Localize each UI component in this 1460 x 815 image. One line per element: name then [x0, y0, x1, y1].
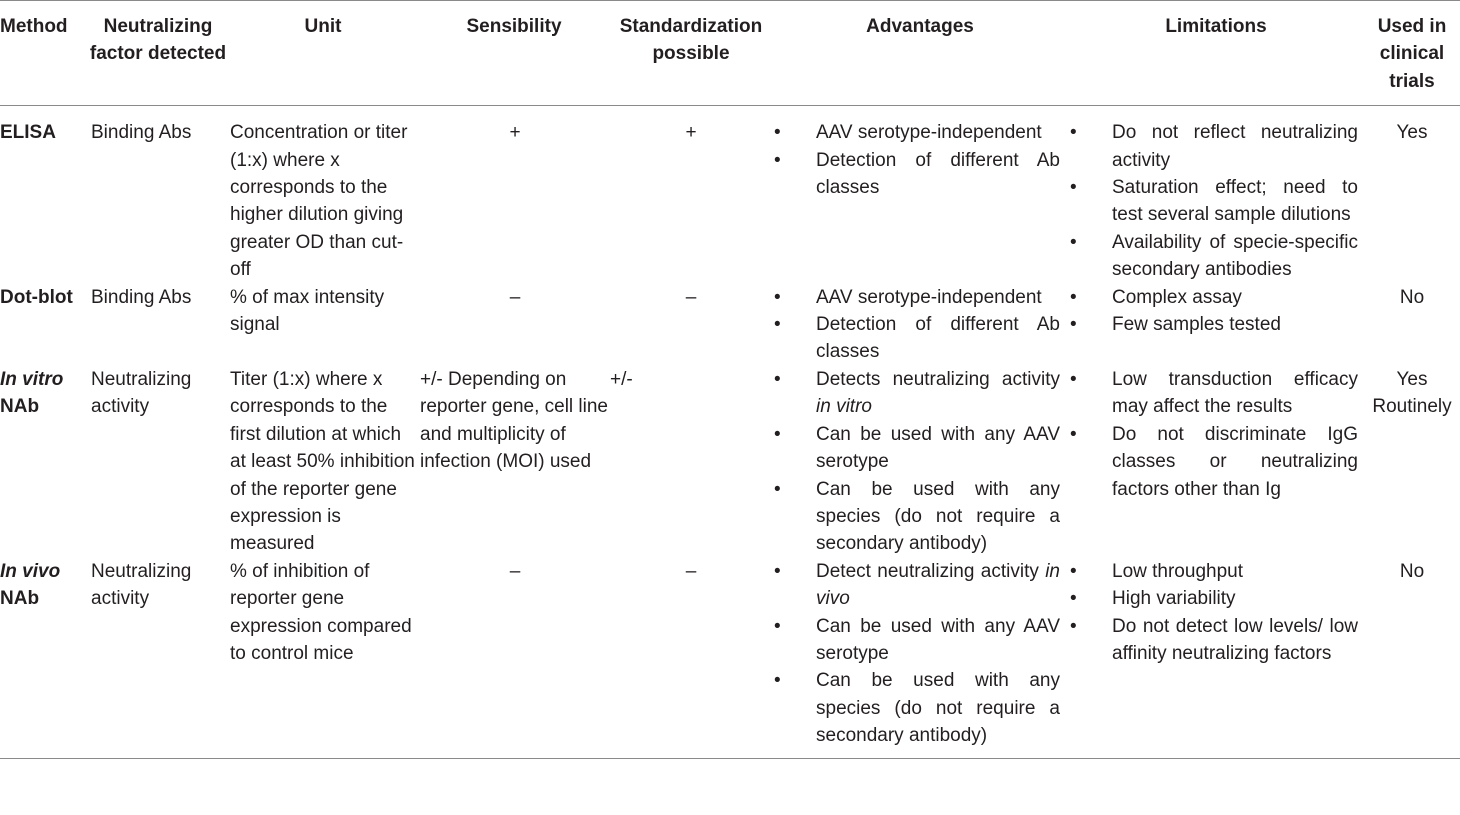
- method-name: Dot-blot: [0, 286, 73, 308]
- limitation-text: Low transduction efficacy may affect the results: [1112, 368, 1358, 418]
- bullet-icon: •: [1070, 560, 1077, 582]
- limitation-item: [1068, 174, 1364, 229]
- cell-sensibility: +/- Depending on reporter gene, cell line and multiplicity of infection (MOI) used: [420, 368, 608, 473]
- table-row: [0, 366, 1460, 558]
- advantages-list: [772, 558, 1068, 750]
- cell-method: [0, 558, 88, 758]
- limitation-item: [1068, 229, 1364, 284]
- header-limitations: Limitations: [1068, 1, 1364, 106]
- cell-factor: Binding Abs: [91, 286, 192, 308]
- cell-sensibility: –: [509, 286, 521, 308]
- advantage-text: Detect neutralizing activity: [816, 560, 1039, 582]
- advantages-list: [772, 284, 1068, 366]
- bullet-icon: •: [774, 423, 781, 445]
- cell-method: [0, 106, 88, 284]
- cell-method: [0, 284, 88, 366]
- cell-advantages: [772, 366, 1068, 558]
- advantage-item: [772, 667, 1068, 749]
- table-body: [0, 106, 1460, 758]
- cell-standardization: +: [685, 122, 697, 144]
- header-method: Method: [0, 1, 88, 106]
- bullet-icon: •: [1070, 615, 1077, 637]
- header-factor: Neutralizing factor detected: [88, 1, 228, 106]
- cell-used: Yes: [1396, 122, 1428, 144]
- limitation-item: [1068, 421, 1364, 503]
- advantage-item: [772, 476, 1068, 558]
- cell-sensibility: –: [418, 558, 610, 758]
- advantage-italic: in vivo: [816, 560, 1060, 610]
- bullet-icon: •: [774, 560, 781, 582]
- limitation-text: Complex assay: [1112, 286, 1242, 308]
- table-row: [0, 106, 1460, 284]
- cell-limitations: [1068, 284, 1364, 366]
- cell-unit: Titer (1:x) where x corresponds to the first dilution at which at least 50% inhibition of the reporter gene expression is measured: [230, 368, 415, 555]
- advantage-italic: in vitro: [816, 396, 872, 418]
- limitation-text: Do not reflect neutralizing activity: [1112, 122, 1358, 171]
- advantage-text: AAV serotype-independent: [816, 122, 1042, 144]
- cell-method: [0, 366, 88, 558]
- bullet-icon: •: [1070, 368, 1077, 390]
- cell-limitations: [1068, 106, 1364, 284]
- cell-factor: Binding Abs: [91, 122, 192, 144]
- advantage-text: Detection of different Ab classes: [816, 314, 1060, 363]
- limitations-list: [1068, 119, 1364, 283]
- bullet-icon: •: [774, 122, 781, 144]
- method-name: ELISA: [0, 122, 56, 144]
- advantage-item: [772, 366, 1068, 421]
- bullet-icon: •: [774, 478, 781, 500]
- advantage-text: Detects neutralizing activity: [816, 368, 1060, 390]
- advantage-text: Can be used with any AAV serotype: [816, 423, 1060, 473]
- bullet-icon: •: [1070, 423, 1077, 445]
- limitation-item: [1068, 311, 1364, 338]
- cell-standardization: –: [685, 286, 697, 308]
- method-suffix: NAb: [0, 396, 40, 418]
- cell-standardization: –: [610, 558, 772, 758]
- bullet-icon: •: [1070, 286, 1077, 308]
- advantage-item: [772, 284, 1068, 311]
- bullet-icon: •: [774, 368, 781, 390]
- advantages-list: [772, 119, 1068, 201]
- limitations-list: [1068, 558, 1364, 668]
- cell-used: No: [1364, 558, 1460, 758]
- limitation-text: Availability of specie-specific secondary antibodies: [1112, 231, 1358, 281]
- cell-factor: Neutralizing activity: [88, 558, 228, 758]
- cell-limitations: [1068, 558, 1364, 758]
- bullet-icon: •: [1070, 177, 1077, 199]
- advantage-item: [772, 613, 1068, 668]
- advantage-item: [772, 421, 1068, 476]
- advantage-item: [772, 119, 1068, 146]
- header-standardization: Standardization possible: [610, 1, 772, 106]
- header-unit: Unit: [228, 1, 418, 106]
- advantage-item: [772, 311, 1068, 366]
- advantage-text: Can be used with any species (do not require a secondary antibody): [816, 670, 1060, 747]
- bullet-icon: •: [774, 314, 781, 336]
- cell-advantages: [772, 558, 1068, 758]
- limitation-item: [1068, 284, 1364, 311]
- header-used: Used in clinical trials: [1364, 1, 1460, 106]
- bullet-icon: •: [1070, 231, 1077, 253]
- table-row: [0, 284, 1460, 366]
- limitations-list: [1068, 284, 1364, 339]
- limitation-item: [1068, 558, 1364, 585]
- cell-limitations: [1068, 366, 1364, 558]
- cell-unit: % of max intensity signal: [230, 286, 385, 336]
- advantage-item: [772, 147, 1068, 202]
- header-sensibility: Sensibility: [418, 1, 610, 106]
- header-row: [0, 1, 1460, 106]
- limitation-text: Do not discriminate IgG classes or neutralizing factors other than Ig: [1112, 423, 1358, 500]
- limitation-text: Few samples tested: [1112, 314, 1281, 336]
- cell-used: Yes Routinely: [1372, 368, 1452, 418]
- limitation-item: [1068, 585, 1364, 612]
- bullet-icon: •: [774, 670, 781, 692]
- cell-standardization: +/-: [610, 368, 633, 390]
- advantage-item: [772, 558, 1068, 613]
- cell-unit: Concentration or titer (1:x) where x corresponds to the higher dilution giving greater OD than cut-off: [230, 122, 408, 281]
- method-name: In vitro: [0, 368, 64, 390]
- cell-unit: % of inhibition of reporter gene expression compared to control mice: [228, 558, 418, 758]
- cell-advantages: [772, 284, 1068, 366]
- limitations-list: [1068, 366, 1364, 503]
- cell-used: No: [1399, 286, 1425, 308]
- limitation-text: Saturation effect; need to test several sample dilutions: [1112, 177, 1358, 226]
- limitation-text: Do not detect low levels/ low affinity neutralizing factors: [1112, 615, 1358, 664]
- bullet-icon: •: [774, 149, 781, 171]
- advantages-list: [772, 366, 1068, 558]
- cell-advantages: [772, 106, 1068, 284]
- method-suffix: NAb: [0, 588, 40, 610]
- limitation-item: [1068, 613, 1364, 668]
- advantage-text: Can be used with any AAV serotype: [816, 615, 1060, 664]
- advantage-text: AAV serotype-independent: [816, 286, 1042, 308]
- cell-sensibility: +: [509, 122, 521, 144]
- header-advantages: Advantages: [772, 1, 1068, 106]
- bullet-icon: •: [774, 286, 781, 308]
- table-row: [0, 558, 1460, 758]
- bullet-icon: •: [774, 615, 781, 637]
- bullet-icon: •: [1070, 588, 1077, 610]
- bullet-icon: •: [1070, 122, 1077, 144]
- method-name: In vivo: [0, 560, 61, 582]
- advantage-text: Can be used with any species (do not require a secondary antibody): [816, 478, 1060, 555]
- limitation-text: Low throughput: [1112, 560, 1243, 582]
- bullet-icon: •: [1070, 314, 1077, 336]
- cell-factor: Neutralizing activity: [91, 368, 192, 418]
- limitation-item: [1068, 366, 1364, 421]
- advantage-text: Detection of different Ab classes: [816, 149, 1060, 199]
- limitation-item: [1068, 119, 1364, 174]
- limitation-text: High variability: [1112, 588, 1236, 610]
